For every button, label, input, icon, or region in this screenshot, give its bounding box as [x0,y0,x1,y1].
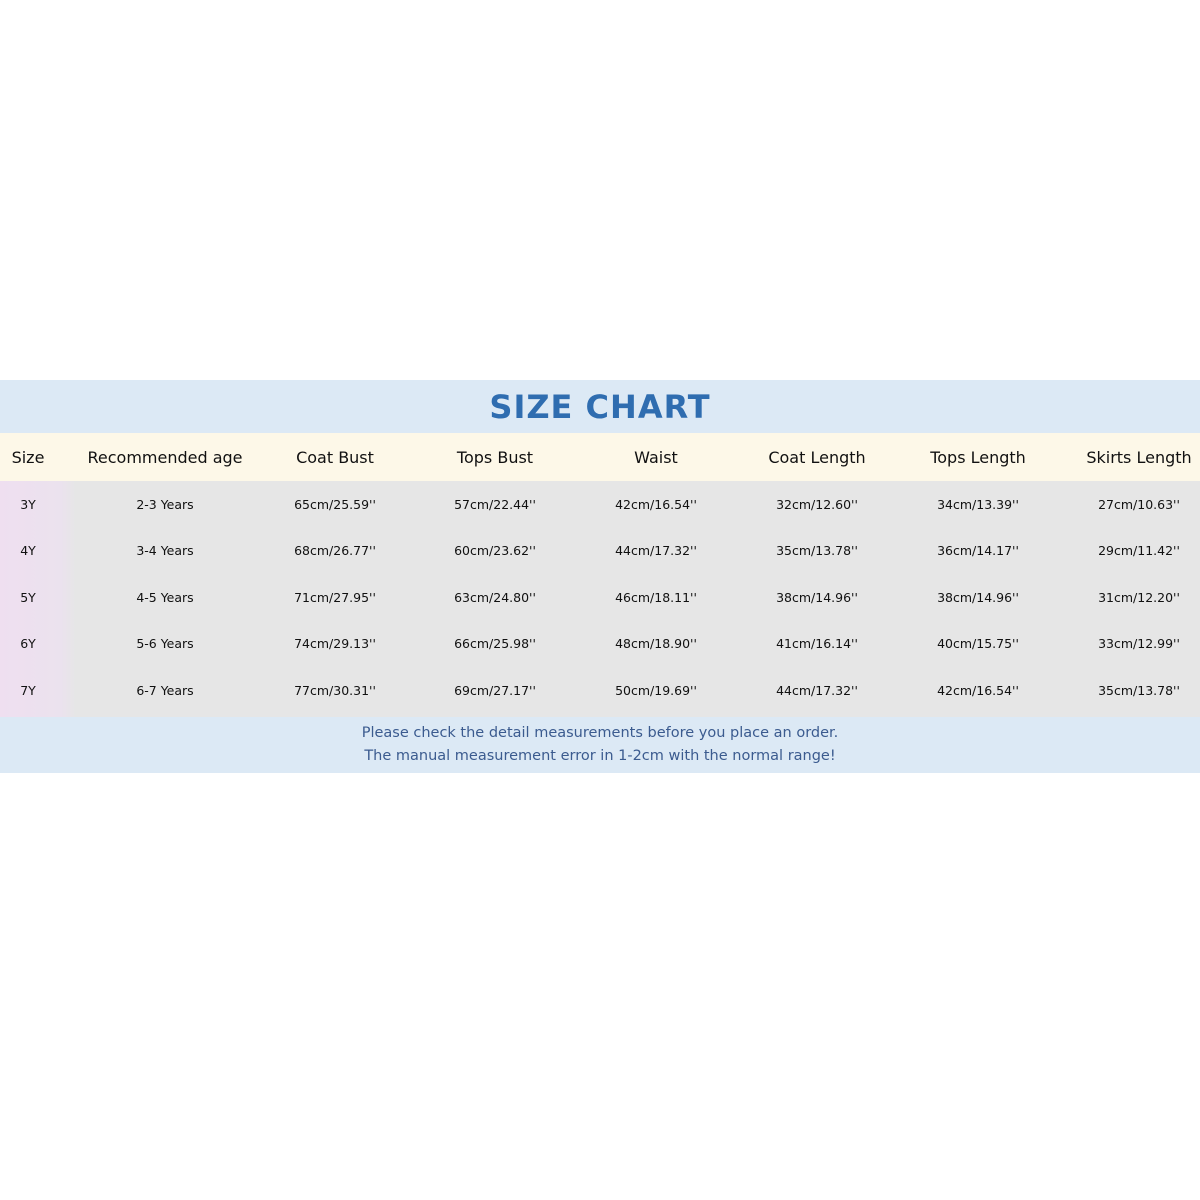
footer-band [0,717,1200,773]
table-cell-7: 29cm/11.42'' [1098,543,1180,559]
footer-note-1: Please check the detail measurements before you place an order. [361,725,839,741]
table-cell-7: 33cm/12.99'' [1098,636,1180,652]
table-cell-1: 5-6 Years [136,636,194,652]
table-cell-0: 3Y [20,496,36,512]
table-cell-4: 46cm/18.11'' [615,589,697,605]
size-chart [0,380,1200,773]
table-cell-6: 40cm/15.75'' [937,636,1019,652]
table-cell-5: 38cm/14.96'' [776,589,858,605]
table-row [0,621,1200,668]
table-cell-0: 7Y [20,682,36,698]
table-cell-5: 32cm/12.60'' [776,496,858,512]
table-cell-4: 48cm/18.90'' [615,636,697,652]
table-cell-6: 42cm/16.54'' [937,682,1019,698]
header-row [0,433,1200,481]
table-cell-3: 63cm/24.80'' [454,589,536,605]
header-cell-4: Waist [634,447,678,467]
header-cell-5: Coat Length [768,447,866,467]
table-row [0,528,1200,575]
table-cell-3: 57cm/22.44'' [454,496,536,512]
header-cell-7: Skirts Length [1086,447,1192,467]
table-cell-5: 44cm/17.32'' [776,682,858,698]
header-cell-0: Size [11,447,45,467]
table-cell-2: 68cm/26.77'' [294,543,376,559]
table-cell-3: 69cm/27.17'' [454,682,536,698]
table-cell-6: 38cm/14.96'' [937,589,1019,605]
table-cell-1: 2-3 Years [136,496,194,512]
table-cell-4: 42cm/16.54'' [615,496,697,512]
table-cell-1: 6-7 Years [136,682,194,698]
table-row [0,481,1200,528]
table-cell-7: 35cm/13.78'' [1098,682,1180,698]
table-cell-2: 71cm/27.95'' [294,589,376,605]
chart-title: SIZE CHART [489,387,711,426]
header-cell-1: Recommended age [87,447,243,467]
table-cell-6: 34cm/13.39'' [937,496,1019,512]
table-cell-4: 44cm/17.32'' [615,543,697,559]
table-cell-3: 60cm/23.62'' [454,543,536,559]
table-cell-0: 5Y [20,589,36,605]
table-cell-3: 66cm/25.98'' [454,636,536,652]
table-body [0,481,1200,717]
table-row [0,667,1200,714]
table-cell-2: 65cm/25.59'' [294,496,376,512]
table-cell-7: 27cm/10.63'' [1098,496,1180,512]
table-cell-0: 6Y [20,636,36,652]
title-band [0,380,1200,433]
table-cell-2: 74cm/29.13'' [294,636,376,652]
header-cell-6: Tops Length [930,447,1026,467]
table-row [0,574,1200,621]
footer-note-2: The manual measurement error in 1-2cm with the normal range! [364,748,836,764]
table-cell-1: 3-4 Years [136,543,194,559]
table-cell-7: 31cm/12.20'' [1098,589,1180,605]
table-cell-5: 35cm/13.78'' [776,543,858,559]
table-cell-0: 4Y [20,543,36,559]
header-cell-2: Coat Bust [296,447,374,467]
table-cell-4: 50cm/19.69'' [615,682,697,698]
table-cell-5: 41cm/16.14'' [776,636,858,652]
header-cell-3: Tops Bust [456,447,534,467]
table-cell-1: 4-5 Years [136,589,194,605]
table-cell-6: 36cm/14.17'' [937,543,1019,559]
table-cell-2: 77cm/30.31'' [294,682,376,698]
